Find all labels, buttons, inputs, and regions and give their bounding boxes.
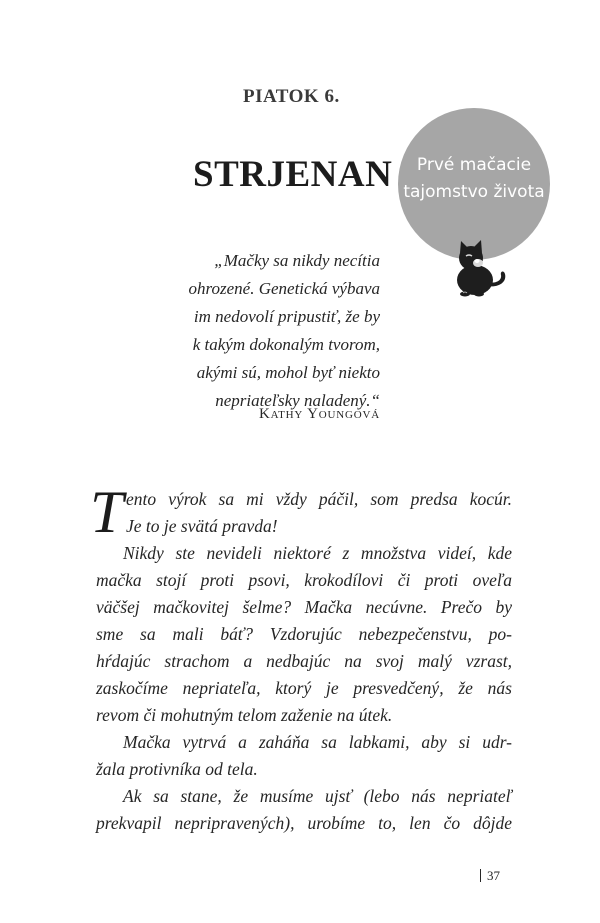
body-line: Mačka vytrvá a zaháňa sa labkami, aby si udr- (123, 732, 512, 752)
body-line: hŕdajúc strachom a nedbajúc na svoj malý vzrast, (96, 651, 512, 671)
epigraph-line: akými sú, mohol byť niekto (196, 363, 380, 382)
body-line: prekvapil nepripravených), urobíme to, len čo dôjde (96, 813, 512, 833)
epigraph-line: ohrozené. Genetická výbava (188, 279, 380, 298)
epigraph-line: nepriateľsky naladený.“ (215, 391, 380, 410)
body-line: ento výrok sa mi vždy páčil, som predsa kocúr. (126, 489, 512, 509)
day-heading: PIATOK 6. (243, 86, 340, 107)
epigraph-line: im nedovolí pripustiť, že by (193, 307, 380, 326)
body-line: zaskočíme nepriateľa, ktorý je presvedčený, že nás (96, 678, 512, 698)
drop-cap: T (90, 479, 124, 545)
body-line: Nikdy ste nevideli niektoré z množstva videí, kde (123, 543, 512, 563)
body-line: žala protivníka od tela. (96, 759, 258, 779)
body-line: sme sa mali báť? Vzdorujúc nebezpečenstvu, po- (96, 624, 512, 644)
body-line: Ak sa stane, že musíme ujsť (lebo nás nepriateľ (123, 786, 512, 806)
badge-label-line-1: Prvé mačacie (416, 155, 532, 175)
cat-icon (447, 236, 511, 298)
body-line: revom či mohutným telom zaženie na útek. (96, 705, 393, 725)
badge-label (398, 152, 550, 206)
epigraph-quote (140, 247, 380, 415)
badge-label-line-2: tajomstvo života (403, 182, 545, 202)
page-number-divider (480, 869, 481, 882)
body-text (96, 486, 512, 837)
page-number-value: 37 (487, 868, 500, 883)
epigraph-author: Kathy Youngová (259, 406, 380, 422)
body-line: Je to je svätá pravda! (126, 516, 278, 536)
body-line: mačka stojí proti psovi, krokodílovi či proti oveľa (96, 570, 512, 590)
epigraph-line: „Mačky sa nikdy necítia (214, 251, 380, 270)
chapter-title: STRJENAN (193, 154, 393, 195)
epigraph-line: k takým dokonalým tvorom, (192, 335, 380, 354)
page-number (480, 868, 500, 884)
body-line: väčšej mačkovitej šelme? Mačka necúvne. Prečo by (96, 597, 512, 617)
